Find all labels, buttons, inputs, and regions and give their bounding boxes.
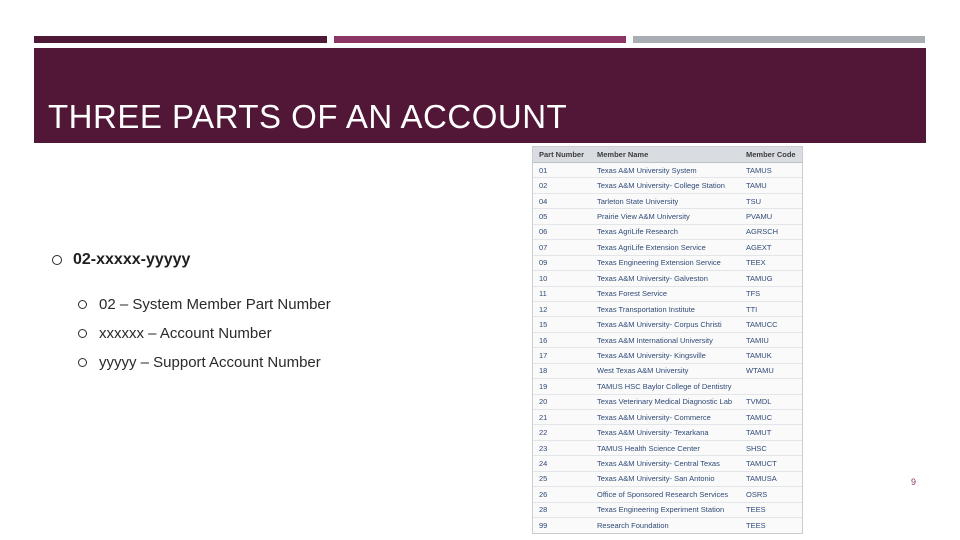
cell-member-name: Texas A&M University- Texarkana <box>591 425 740 440</box>
cell-member-code: OSRS <box>740 487 803 502</box>
member-code-table <box>533 147 803 534</box>
table-row <box>533 240 803 255</box>
bullet-main-text: 02-xxxxx-yyyyy <box>73 251 191 268</box>
cell-member-code: TEES <box>740 502 803 517</box>
cell-member-name: Prairie View A&M University <box>591 209 740 224</box>
bullet-circle-icon <box>78 329 87 338</box>
column-header-member-code: Member Code <box>740 147 803 163</box>
cell-member-name: Texas A&M University- Central Texas <box>591 456 740 471</box>
bullet-circle-icon <box>52 255 62 265</box>
cell-part-number: 05 <box>533 209 591 224</box>
bullet-sub-text: xxxxxx – Account Number <box>99 325 272 342</box>
cell-member-code: TFS <box>740 286 803 301</box>
cell-member-name: West Texas A&M University <box>591 363 740 378</box>
bullet-sub-text: 02 – System Member Part Number <box>99 296 331 313</box>
cell-member-code: TAMUCT <box>740 456 803 471</box>
table-row <box>533 178 803 193</box>
cell-member-name: Texas A&M International University <box>591 332 740 347</box>
page-number: 9 <box>910 477 916 487</box>
cell-part-number: 21 <box>533 410 591 425</box>
cell-member-code: TAMIU <box>740 332 803 347</box>
cell-member-code: TAMUSA <box>740 471 803 486</box>
cell-part-number: 11 <box>533 286 591 301</box>
cell-part-number: 23 <box>533 440 591 455</box>
cell-member-name: Texas A&M University- Commerce <box>591 410 740 425</box>
table-row <box>533 487 803 502</box>
bullet-sub-text: yyyyy – Support Account Number <box>99 354 321 371</box>
cell-part-number: 15 <box>533 317 591 332</box>
cell-part-number: 19 <box>533 379 591 394</box>
table-row <box>533 471 803 486</box>
table-row <box>533 363 803 378</box>
cell-member-name: Texas AgriLife Extension Service <box>591 240 740 255</box>
table-row <box>533 301 803 316</box>
cell-member-code: TAMUCC <box>740 317 803 332</box>
cell-member-name: Texas Engineering Extension Service <box>591 255 740 270</box>
cell-part-number: 25 <box>533 471 591 486</box>
cell-member-name: Texas A&M University- San Antonio <box>591 471 740 486</box>
table-row <box>533 332 803 347</box>
cell-part-number: 22 <box>533 425 591 440</box>
cell-member-code: TAMUG <box>740 271 803 286</box>
table-row <box>533 518 803 533</box>
cell-part-number: 20 <box>533 394 591 409</box>
accent-bar-dark <box>34 36 327 43</box>
cell-member-name: Office of Sponsored Research Services <box>591 487 740 502</box>
cell-part-number: 17 <box>533 348 591 363</box>
slide-title: THREE PARTS OF AN ACCOUNT <box>48 98 568 135</box>
cell-part-number: 02 <box>533 178 591 193</box>
member-code-table-image <box>532 146 803 534</box>
accent-bar-mid <box>334 36 626 43</box>
bullet-circle-icon <box>78 300 87 309</box>
cell-member-code: TAMUC <box>740 410 803 425</box>
cell-member-name: Texas AgriLife Research <box>591 224 740 239</box>
bullet-main <box>52 247 512 273</box>
bullet-circle-icon <box>78 358 87 367</box>
table-row <box>533 209 803 224</box>
bullet-sub <box>52 290 512 319</box>
table-row <box>533 224 803 239</box>
cell-member-code: TEES <box>740 518 803 533</box>
table-row <box>533 394 803 409</box>
cell-member-code: TSU <box>740 193 803 208</box>
column-header-member-name: Member Name <box>591 147 740 163</box>
cell-member-name: Texas Engineering Experiment Station <box>591 502 740 517</box>
cell-member-name: Texas A&M University- Kingsville <box>591 348 740 363</box>
cell-part-number: 06 <box>533 224 591 239</box>
bullet-sub <box>52 319 512 348</box>
cell-member-name: Texas A&M University- Galveston <box>591 271 740 286</box>
table-row <box>533 163 803 178</box>
table-row <box>533 456 803 471</box>
accent-bar-gray <box>633 36 925 43</box>
cell-member-name: Texas A&M University- College Station <box>591 178 740 193</box>
cell-part-number: 09 <box>533 255 591 270</box>
cell-member-code: SHSC <box>740 440 803 455</box>
cell-part-number: 12 <box>533 301 591 316</box>
cell-member-code: TAMU <box>740 178 803 193</box>
cell-part-number: 10 <box>533 271 591 286</box>
table-row <box>533 502 803 517</box>
table-row <box>533 348 803 363</box>
cell-member-code: TTI <box>740 301 803 316</box>
cell-part-number: 24 <box>533 456 591 471</box>
cell-part-number: 16 <box>533 332 591 347</box>
table-row <box>533 317 803 332</box>
title-band <box>34 48 926 143</box>
table-row <box>533 425 803 440</box>
cell-member-code: TAMUK <box>740 348 803 363</box>
table-row <box>533 255 803 270</box>
cell-part-number: 18 <box>533 363 591 378</box>
cell-member-name: Research Foundation <box>591 518 740 533</box>
table-row <box>533 271 803 286</box>
cell-member-code: TAMUS <box>740 163 803 178</box>
cell-member-code: TVMDL <box>740 394 803 409</box>
cell-part-number: 01 <box>533 163 591 178</box>
cell-member-name: TAMUS Health Science Center <box>591 440 740 455</box>
cell-member-code: AGEXT <box>740 240 803 255</box>
cell-part-number: 26 <box>533 487 591 502</box>
column-header-part-number: Part Number <box>533 147 591 163</box>
table-row <box>533 379 803 394</box>
cell-member-code: TEEX <box>740 255 803 270</box>
cell-part-number: 07 <box>533 240 591 255</box>
table-row <box>533 193 803 208</box>
bullet-list <box>52 247 512 377</box>
cell-member-code <box>740 379 803 394</box>
table-header-row <box>533 147 803 163</box>
cell-part-number: 99 <box>533 518 591 533</box>
cell-member-name: Tarleton State University <box>591 193 740 208</box>
cell-member-name: Texas Forest Service <box>591 286 740 301</box>
cell-member-code: PVAMU <box>740 209 803 224</box>
cell-member-name: Texas A&M University System <box>591 163 740 178</box>
cell-member-name: TAMUS HSC Baylor College of Dentistry <box>591 379 740 394</box>
table-row <box>533 440 803 455</box>
table-row <box>533 410 803 425</box>
cell-member-code: AGRSCH <box>740 224 803 239</box>
cell-part-number: 28 <box>533 502 591 517</box>
table-row <box>533 286 803 301</box>
cell-member-name: Texas Transportation Institute <box>591 301 740 316</box>
bullet-sub <box>52 348 512 377</box>
cell-member-code: WTAMU <box>740 363 803 378</box>
cell-member-name: Texas A&M University- Corpus Christi <box>591 317 740 332</box>
cell-part-number: 04 <box>533 193 591 208</box>
cell-member-code: TAMUT <box>740 425 803 440</box>
cell-member-name: Texas Veterinary Medical Diagnostic Lab <box>591 394 740 409</box>
